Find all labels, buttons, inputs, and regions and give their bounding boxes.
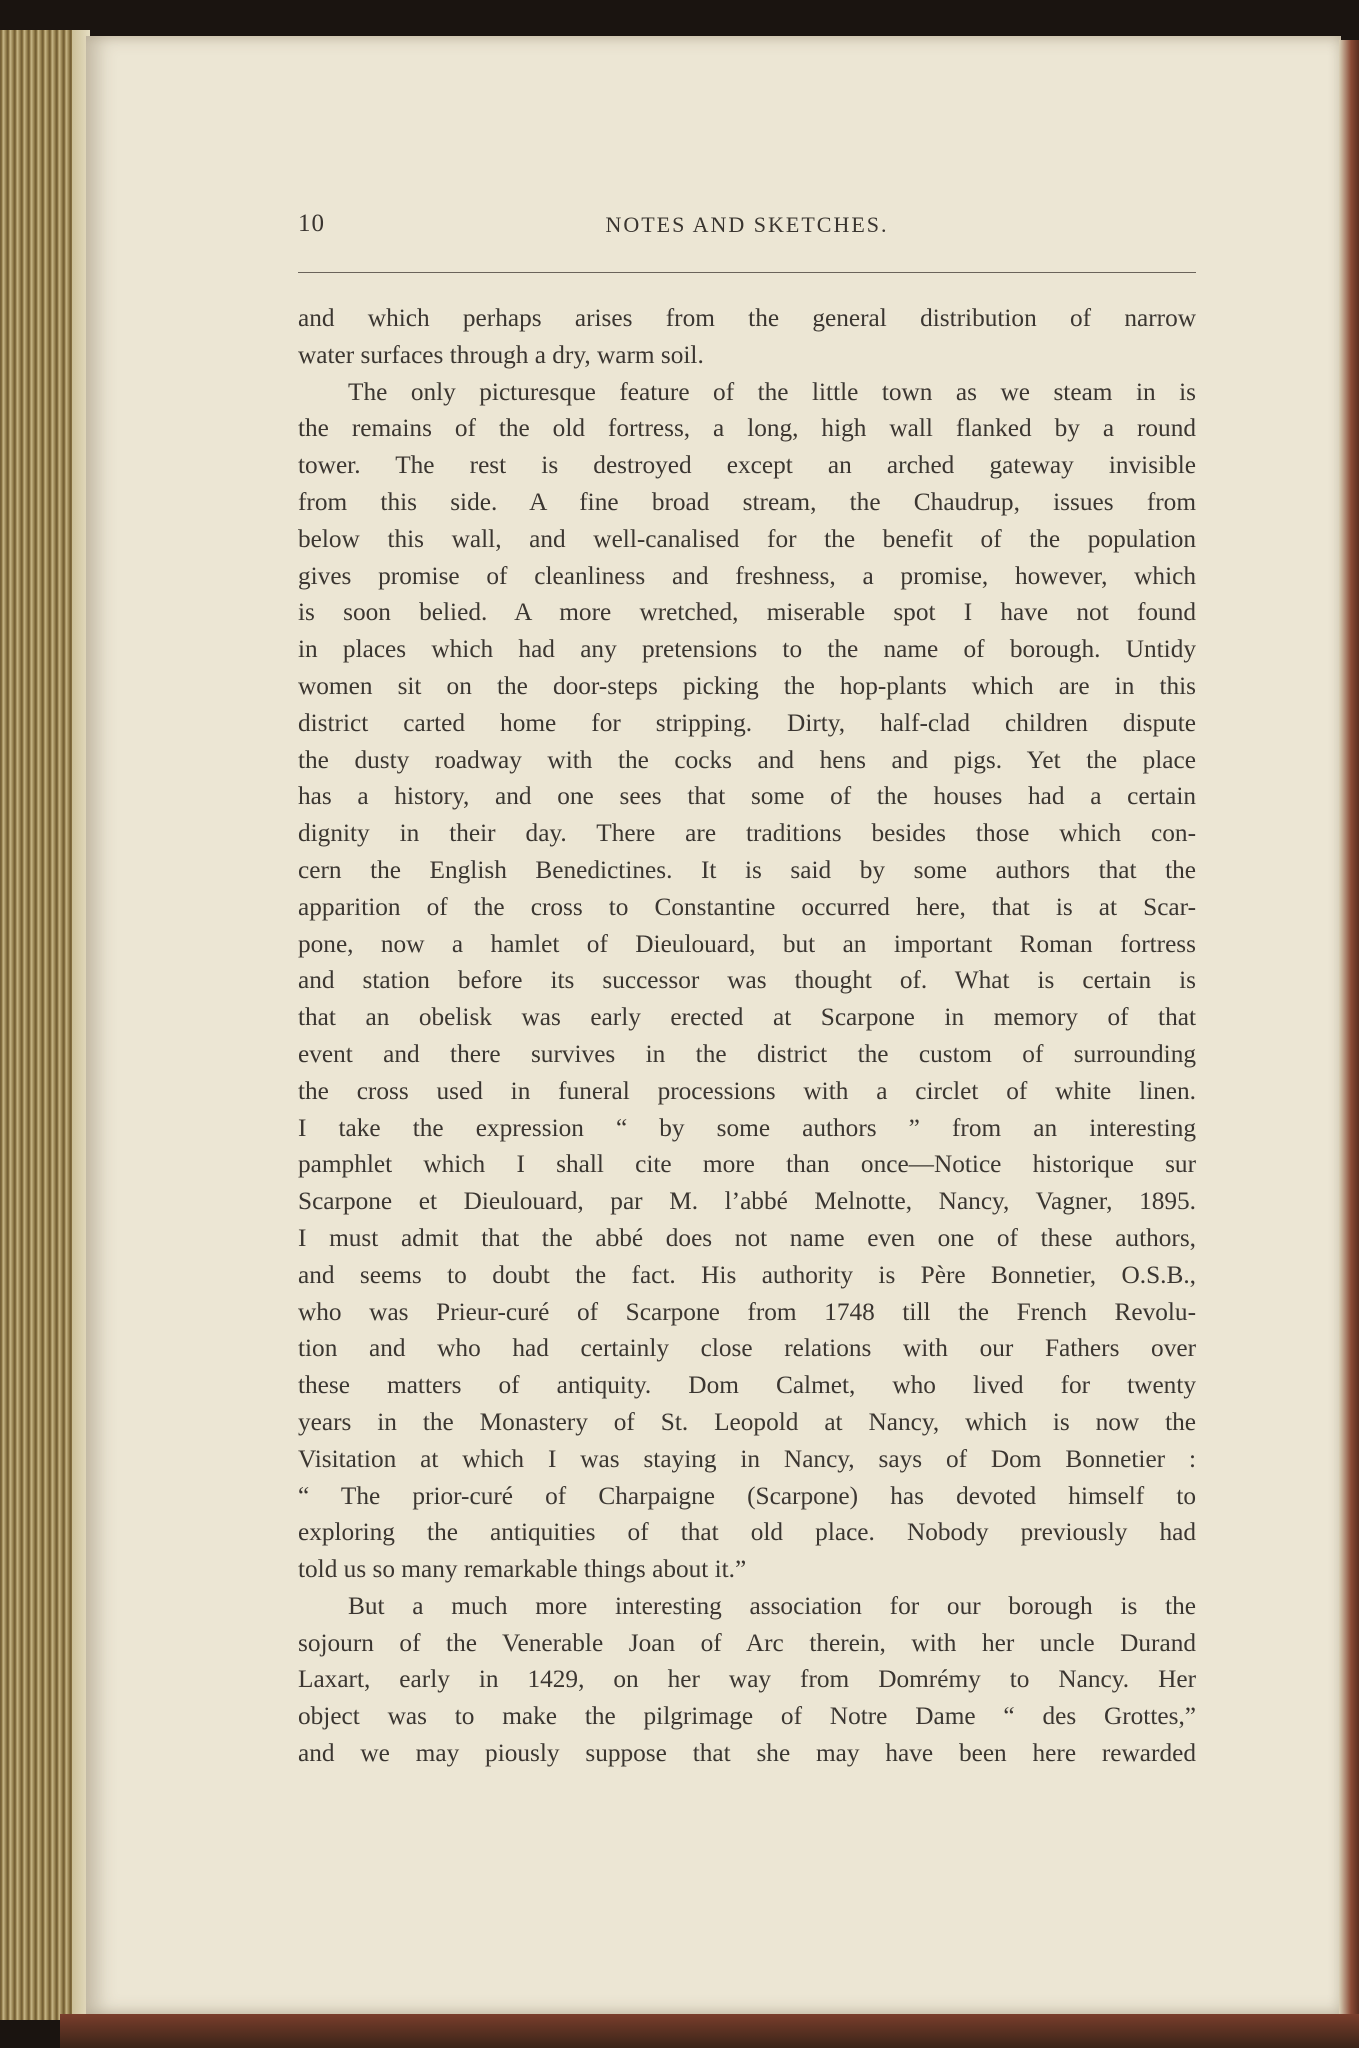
book-right-edge: [1339, 40, 1359, 2020]
text-line: dignity in their day. There are traditions besides those which con-: [298, 819, 1196, 848]
text-line: But a much more interesting association for our borough is the: [348, 1591, 1196, 1620]
text-line: has a history, and one sees that some of the houses had a certain: [298, 782, 1196, 811]
header-rule: [298, 272, 1196, 273]
text-line: years in the Monastery of St. Leopold at Nancy, which is now the: [298, 1407, 1196, 1436]
text-line: apparition of the cross to Constantine occurred here, that is at Scar-: [298, 892, 1196, 921]
text-line: and we may piously suppose that she may have been here rewarded: [298, 1739, 1196, 1768]
page-header: [298, 210, 1196, 250]
text-line: exploring the antiquities of that old place. Nobody previously had: [298, 1518, 1196, 1547]
text-line: I must admit that the abbé does not name even one of these authors,: [298, 1223, 1196, 1252]
text-line: the cross used in funeral processions with a circlet of white linen.: [298, 1076, 1196, 1105]
text-line: The only picturesque feature of the little town as we steam in is: [348, 377, 1196, 406]
text-line: and seems to doubt the fact. His authority is Père Bonnetier, O.S.B.,: [298, 1260, 1196, 1289]
text-line: is soon belied. A more wretched, miserable spot I have not found: [298, 598, 1196, 627]
page-number: 10: [298, 210, 325, 237]
text-line: women sit on the door-steps picking the hop-plants which are in this: [298, 671, 1196, 700]
text-line: water surfaces through a dry, warm soil.: [298, 340, 704, 369]
text-line: “ The prior-curé of Charpaigne (Scarpone) has devoted himself to: [298, 1481, 1196, 1510]
text-line: object was to make the pilgrimage of Notre Dame “ des Grottes,”: [298, 1702, 1196, 1731]
body-text: [298, 300, 1196, 1772]
text-line: event and there survives in the district the custom of surrounding: [298, 1039, 1196, 1068]
text-line: pamphlet which I shall cite more than once—Notice historique sur: [298, 1150, 1196, 1179]
text-line: district carted home for stripping. Dirty, half-clad children dispute: [298, 708, 1196, 737]
running-head: NOTES AND SKETCHES.: [605, 212, 889, 237]
text-line: Scarpone et Dieulouard, par M. l’abbé Melnotte, Nancy, Vagner, 1895.: [298, 1187, 1196, 1216]
text-line: and station before its successor was thought of. What is certain is: [298, 966, 1196, 995]
text-line: below this wall, and well-canalised for the benefit of the population: [298, 524, 1196, 553]
text-line: told us so many remarkable things about it.”: [298, 1555, 747, 1584]
text-line: I take the expression “ by some authors ” from an interesting: [298, 1113, 1196, 1142]
text-line: the dusty roadway with the cocks and hens and pigs. Yet the place: [298, 745, 1196, 774]
book-bottom-edge: [60, 2014, 1359, 2048]
text-line: in places which had any pretensions to the name of borough. Untidy: [298, 635, 1196, 664]
text-line: tower. The rest is destroyed except an arched gateway invisible: [298, 451, 1196, 480]
text-line: cern the English Benedictines. It is said by some authors that the: [298, 855, 1196, 884]
text-line: Laxart, early in 1429, on her way from Domrémy to Nancy. Her: [298, 1665, 1196, 1694]
text-line: sojourn of the Venerable Joan of Arc therein, with her uncle Durand: [298, 1628, 1196, 1657]
text-line: tion and who had certainly close relations with our Fathers over: [298, 1334, 1196, 1363]
text-line: and which perhaps arises from the general distribution of narrow: [298, 304, 1196, 332]
text-line: pone, now a hamlet of Dieulouard, but an important Roman fortress: [298, 929, 1196, 958]
book-page-edges: [0, 30, 90, 2020]
text-line: from this side. A fine broad stream, the Chaudrup, issues from: [298, 487, 1196, 516]
text-line: these matters of antiquity. Dom Calmet, who lived for twenty: [298, 1371, 1196, 1400]
text-line: Visitation at which I was staying in Nancy, says of Dom Bonnetier :: [298, 1444, 1196, 1473]
text-line: the remains of the old fortress, a long, high wall flanked by a round: [298, 414, 1196, 443]
text-line: that an obelisk was early erected at Scarpone in memory of that: [298, 1003, 1196, 1032]
text-line: who was Prieur-curé of Scarpone from 1748 till the French Revolu-: [298, 1297, 1196, 1326]
text-line: gives promise of cleanliness and freshness, a promise, however, which: [298, 561, 1196, 590]
